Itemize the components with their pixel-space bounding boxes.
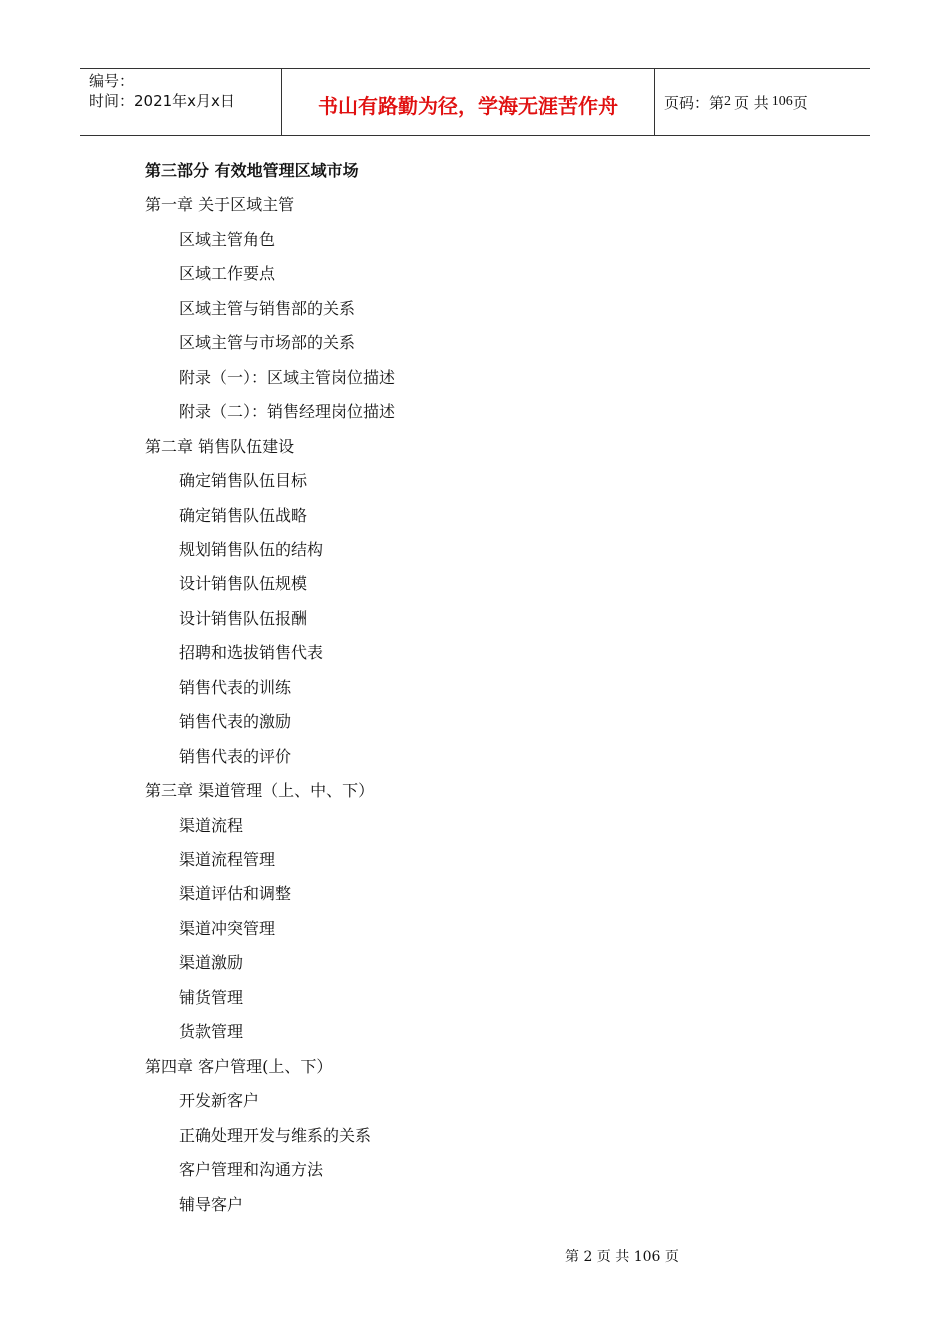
section-item: 附录（二）：销售经理岗位描述 — [179, 402, 396, 422]
section-item: 渠道流程管理 — [179, 850, 276, 869]
page-header — [80, 68, 870, 136]
header-motto-cell — [282, 69, 655, 135]
section-item: 货款管理 — [179, 1022, 244, 1042]
section-item: 区域主管角色 — [179, 229, 276, 249]
section-item: 设计销售队伍规模 — [179, 574, 308, 594]
section-item: 区域主管与市场部的关系 — [179, 333, 356, 353]
section-item: 客户管理和沟通方法 — [179, 1160, 324, 1180]
section-item: 确定销售队伍目标 — [179, 471, 308, 491]
chapter-heading: 第三章 渠道管理（上、中、下） — [145, 781, 375, 801]
section-item: 渠道流程 — [179, 815, 244, 835]
section-item: 设计销售队伍报酬 — [179, 608, 308, 628]
page-mid: 页 共 — [734, 93, 769, 112]
chapter-heading: 第一章 关于区域主管 — [145, 195, 295, 215]
page-suffix: 页 — [792, 93, 808, 112]
date-label: 时间：2021年x月x日 — [89, 92, 235, 110]
section-item: 渠道激励 — [179, 953, 244, 973]
section-item: 招聘和选拔销售代表 — [179, 643, 324, 663]
header-page-cell — [655, 69, 870, 135]
section-item: 销售代表的激励 — [179, 712, 292, 732]
header-left-cell — [80, 69, 282, 135]
section-item: 渠道冲突管理 — [179, 918, 276, 938]
section-item: 附录（一）：区域主管岗位描述 — [179, 367, 396, 387]
chapter-heading: 第二章 销售队伍建设 — [145, 436, 295, 456]
page-total: 106 — [771, 94, 793, 109]
motto-text: 书山有路勤为径，学海无涯苦作舟 — [318, 93, 618, 118]
section-item: 铺货管理 — [179, 987, 244, 1007]
section-item: 开发新客户 — [179, 1091, 260, 1111]
chapter-heading: 第四章 客户管理(上、下） — [145, 1056, 333, 1076]
section-item: 销售代表的评价 — [179, 746, 292, 766]
section-item: 确定销售队伍战略 — [179, 505, 308, 525]
page-prefix: 页码：第 — [664, 93, 725, 112]
page-number: 2 — [724, 94, 732, 109]
section-item: 销售代表的训练 — [179, 677, 292, 697]
section-item: 渠道评估和调整 — [179, 884, 292, 904]
section-item: 区域工作要点 — [179, 264, 276, 284]
code-label: 编号： — [89, 72, 135, 90]
page-footer: 第 2 页 共 106 页 — [565, 1249, 679, 1265]
section-item: 区域主管与销售部的关系 — [179, 298, 356, 318]
part-heading: 第三部分 有效地管理区域市场 — [145, 161, 359, 180]
section-item: 规划销售队伍的结构 — [179, 539, 324, 559]
section-item: 辅导客户 — [179, 1194, 244, 1214]
section-item: 正确处理开发与维系的关系 — [179, 1125, 372, 1145]
